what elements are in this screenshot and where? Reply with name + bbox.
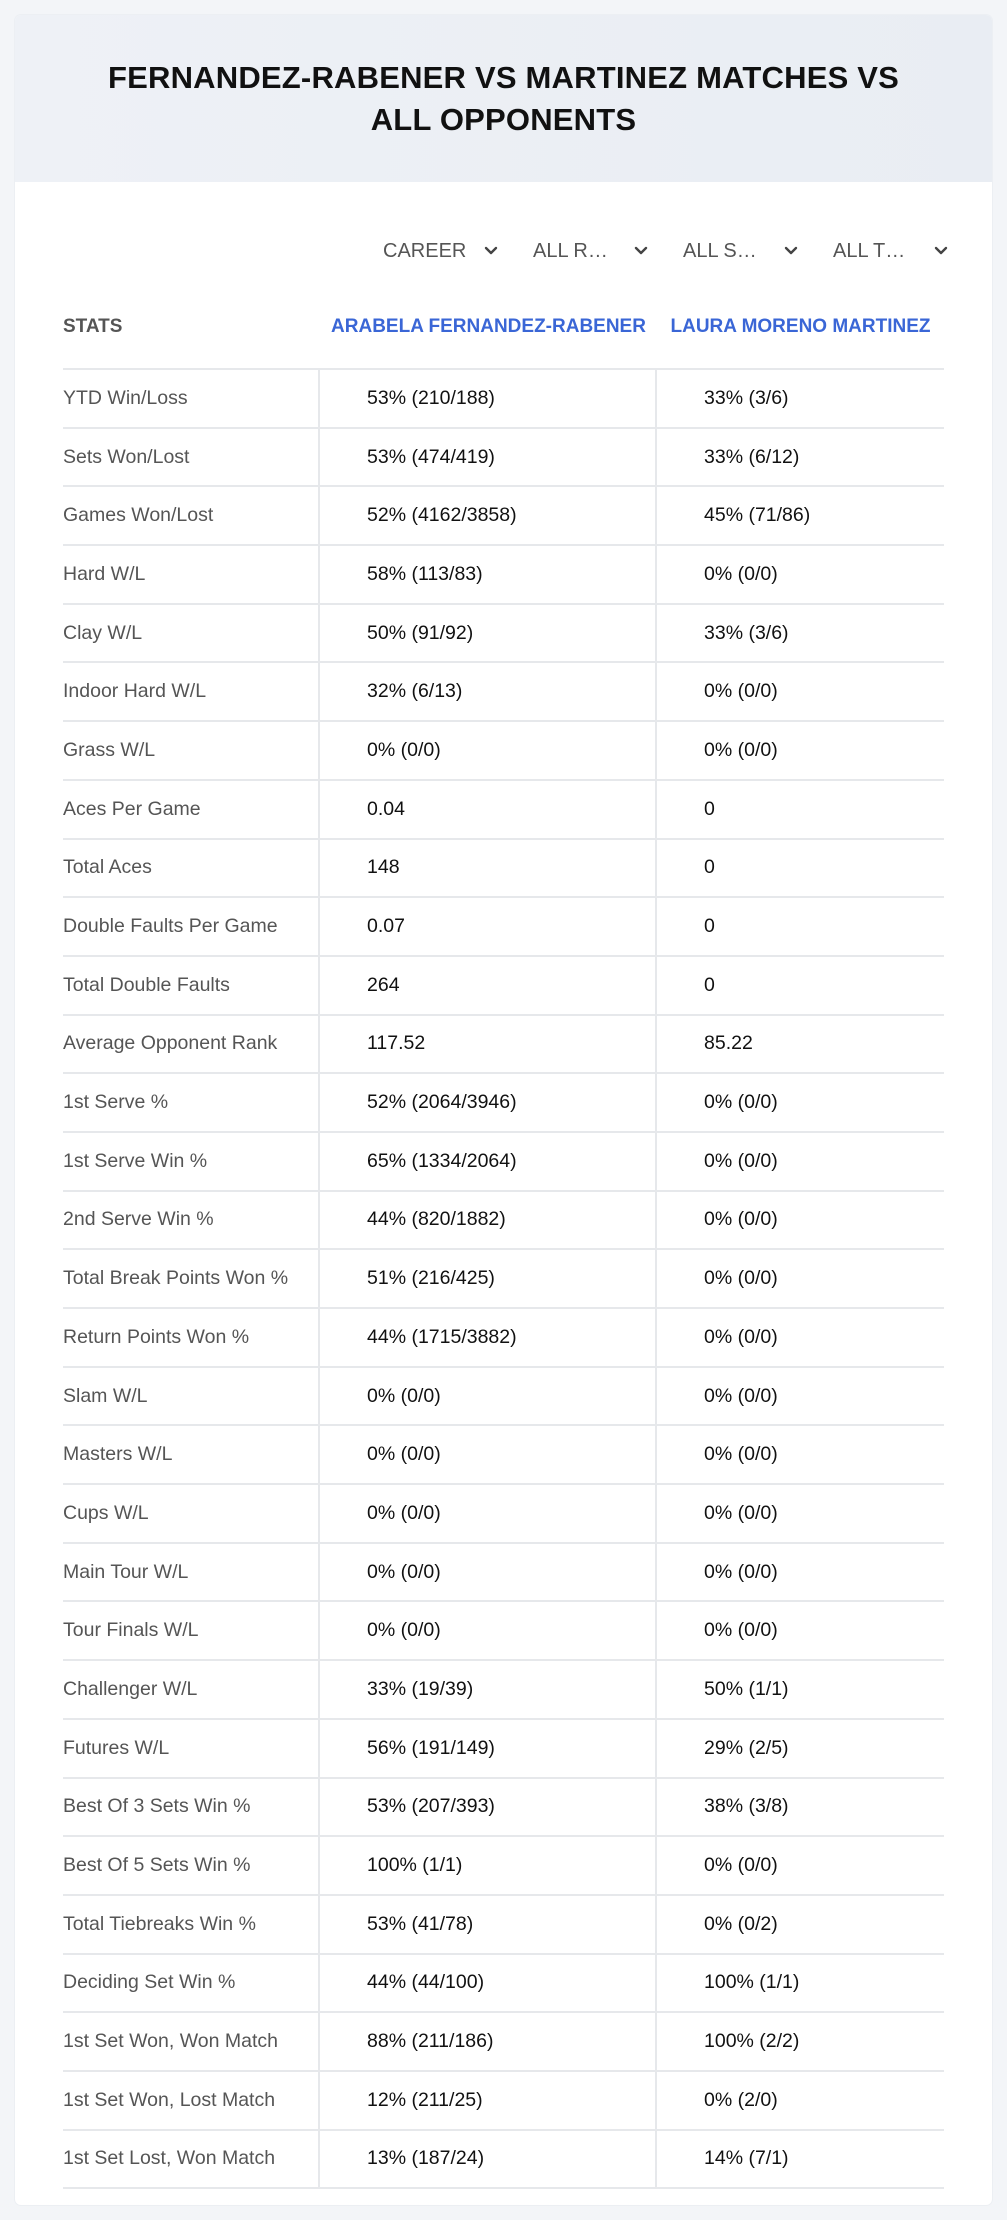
table-row [63, 1309, 944, 1368]
page-title: FERNANDEZ-RABENER VS MARTINEZ MATCHES VS ALL OPPONENTS [107, 59, 900, 137]
player-2-value: 0% (0/0) [704, 562, 778, 585]
table-row [63, 2072, 944, 2131]
player-1-value: 53% (210/188) [320, 370, 657, 427]
player-2-value: 0% (0/0) [704, 680, 778, 703]
player-2-value: 33% (3/6) [704, 386, 789, 409]
table-row [63, 1192, 944, 1251]
table-row [63, 1544, 944, 1603]
chevron-down-icon [482, 242, 500, 260]
stat-label: Total Aces [63, 840, 320, 897]
player-1-value: 0% (0/0) [320, 1544, 657, 1601]
stat-label: Main Tour W/L [63, 1544, 320, 1601]
stat-label: Clay W/L [63, 605, 320, 662]
player-2-value: 0% (0/0) [704, 1560, 778, 1583]
player-2-value: 0% (0/0) [704, 738, 778, 761]
stat-label: Grass W/L [63, 722, 320, 779]
player-1-value: 0.07 [320, 898, 657, 955]
player-1-value: 58% (113/83) [320, 546, 657, 603]
player-2-value: 50% (1/1) [704, 1677, 789, 1700]
player-2-value: 38% (3/8) [704, 1795, 789, 1818]
table-header [63, 285, 944, 370]
player-1-value: 53% (207/393) [320, 1779, 657, 1836]
stat-label: 1st Set Lost, Won Match [63, 2131, 320, 2188]
stat-label: Futures W/L [63, 1720, 320, 1777]
filter-bar [368, 225, 968, 277]
player-2-value: 100% (1/1) [704, 1971, 800, 1994]
chevron-down-icon [782, 242, 800, 260]
player-1-value: 264 [320, 957, 657, 1014]
player-1-value: 88% (211/186) [320, 2013, 657, 2070]
player-2-value: 0 [704, 797, 715, 820]
table-row [63, 605, 944, 664]
player-2-value: 0% (2/0) [704, 2088, 778, 2111]
stat-label: Cups W/L [63, 1485, 320, 1542]
player-1-value: 32% (6/13) [320, 663, 657, 720]
player-1-value: 53% (474/419) [320, 429, 657, 486]
player-1-value: 50% (91/92) [320, 605, 657, 662]
filter-career-select[interactable] [368, 225, 518, 277]
stat-label: 1st Set Won, Won Match [63, 2013, 320, 2070]
table-row [63, 1074, 944, 1133]
table-row [63, 2013, 944, 2072]
stat-label: Challenger W/L [63, 1661, 320, 1718]
stat-label: 1st Serve Win % [63, 1133, 320, 1190]
player-2-value: 100% (2/2) [704, 2030, 800, 2053]
chevron-down-icon [632, 242, 650, 260]
filter-label: ALL S… [683, 239, 757, 262]
table-row [63, 370, 944, 429]
player-2-value: 33% (6/12) [704, 445, 800, 468]
table-row [63, 898, 944, 957]
column-header-stats: STATS [63, 315, 123, 337]
player-1-value: 117.52 [320, 1016, 657, 1073]
stat-label: Deciding Set Win % [63, 1955, 320, 2012]
stat-label: Slam W/L [63, 1368, 320, 1425]
player-1-value: 0% (0/0) [320, 1485, 657, 1542]
player-1-value: 0% (0/0) [320, 1368, 657, 1425]
stat-label: Hard W/L [63, 546, 320, 603]
player-1-value: 0% (0/0) [320, 1426, 657, 1483]
player-1-value: 13% (187/24) [320, 2131, 657, 2188]
table-row [63, 429, 944, 488]
column-header-player-2[interactable]: LAURA MORENO MARTINEZ [670, 315, 931, 337]
table-row [63, 1133, 944, 1192]
player-2-value: 85.22 [704, 1032, 753, 1055]
table-row [63, 1426, 944, 1485]
player-1-value: 12% (211/25) [320, 2072, 657, 2129]
table-row [63, 546, 944, 605]
table-row [63, 840, 944, 899]
table-row [63, 1955, 944, 2014]
player-1-value: 0% (0/0) [320, 1602, 657, 1659]
player-2-value: 29% (2/5) [704, 1736, 789, 1759]
stat-label: Total Double Faults [63, 957, 320, 1014]
filter-round-select[interactable] [518, 225, 668, 277]
player-2-value: 0% (0/0) [704, 1267, 778, 1290]
stat-label: 2nd Serve Win % [63, 1192, 320, 1249]
stat-label: Tour Finals W/L [63, 1602, 320, 1659]
player-2-value: 0% (0/0) [704, 1149, 778, 1172]
stat-label: Best Of 3 Sets Win % [63, 1779, 320, 1836]
player-1-value: 44% (44/100) [320, 1955, 657, 2012]
filter-surface-select[interactable] [668, 225, 818, 277]
player-2-value: 0% (0/0) [704, 1325, 778, 1348]
stats-table [63, 285, 944, 2189]
player-2-value: 45% (71/86) [704, 504, 811, 527]
player-1-value: 44% (1715/3882) [320, 1309, 657, 1366]
table-row [63, 663, 944, 722]
stats-card [15, 15, 992, 2205]
player-2-value: 0 [704, 856, 715, 879]
player-1-value: 56% (191/149) [320, 1720, 657, 1777]
player-1-value: 148 [320, 840, 657, 897]
stat-label: Return Points Won % [63, 1309, 320, 1366]
stat-label: Games Won/Lost [63, 487, 320, 544]
stat-label: 1st Set Won, Lost Match [63, 2072, 320, 2129]
player-2-value: 0 [704, 973, 715, 996]
table-row [63, 1485, 944, 1544]
player-2-value: 0% (0/0) [704, 1443, 778, 1466]
table-row [63, 957, 944, 1016]
stat-label: Aces Per Game [63, 781, 320, 838]
player-2-value: 0% (0/0) [704, 1854, 778, 1877]
table-row [63, 1720, 944, 1779]
table-row [63, 1250, 944, 1309]
filter-label: ALL R… [533, 239, 608, 262]
player-1-value: 51% (216/425) [320, 1250, 657, 1307]
stat-label: Total Break Points Won % [63, 1250, 320, 1307]
table-row [63, 781, 944, 840]
table-row [63, 1368, 944, 1427]
stat-label: Average Opponent Rank [63, 1016, 320, 1073]
player-2-value: 0% (0/0) [704, 1208, 778, 1231]
chevron-down-icon [932, 242, 950, 260]
player-2-value: 0 [704, 915, 715, 938]
table-row [63, 487, 944, 546]
table-row [63, 1016, 944, 1075]
table-body [63, 370, 944, 2189]
player-1-value: 33% (19/39) [320, 1661, 657, 1718]
table-row [63, 722, 944, 781]
player-2-value: 0% (0/0) [704, 1091, 778, 1114]
player-2-value: 33% (3/6) [704, 621, 789, 644]
player-1-value: 44% (820/1882) [320, 1192, 657, 1249]
player-1-value: 100% (1/1) [320, 1837, 657, 1894]
player-1-value: 65% (1334/2064) [320, 1133, 657, 1190]
column-header-player-1[interactable]: ARABELA FERNANDEZ-RABENER [331, 315, 646, 337]
filter-tournament-select[interactable] [818, 225, 968, 277]
player-2-value: 0% (0/0) [704, 1501, 778, 1524]
player-1-value: 52% (2064/3946) [320, 1074, 657, 1131]
stat-label: 1st Serve % [63, 1074, 320, 1131]
filter-label: CAREER [383, 239, 467, 262]
player-2-value: 0% (0/2) [704, 1912, 778, 1935]
player-2-value: 14% (7/1) [704, 2147, 789, 2170]
table-row [63, 1602, 944, 1661]
table-row [63, 1661, 944, 1720]
stat-label: Indoor Hard W/L [63, 663, 320, 720]
stat-label: Masters W/L [63, 1426, 320, 1483]
table-row [63, 2131, 944, 2190]
player-1-value: 0.04 [320, 781, 657, 838]
stat-label: YTD Win/Loss [63, 370, 320, 427]
table-row [63, 1779, 944, 1838]
stat-label: Best Of 5 Sets Win % [63, 1837, 320, 1894]
player-1-value: 0% (0/0) [320, 722, 657, 779]
stat-label: Total Tiebreaks Win % [63, 1896, 320, 1953]
filter-label: ALL T… [833, 239, 906, 262]
player-1-value: 52% (4162/3858) [320, 487, 657, 544]
stat-label: Double Faults Per Game [63, 898, 320, 955]
stat-label: Sets Won/Lost [63, 429, 320, 486]
player-1-value: 53% (41/78) [320, 1896, 657, 1953]
table-row [63, 1896, 944, 1955]
player-2-value: 0% (0/0) [704, 1384, 778, 1407]
player-2-value: 0% (0/0) [704, 1619, 778, 1642]
table-row [63, 1837, 944, 1896]
card-header [15, 15, 992, 182]
